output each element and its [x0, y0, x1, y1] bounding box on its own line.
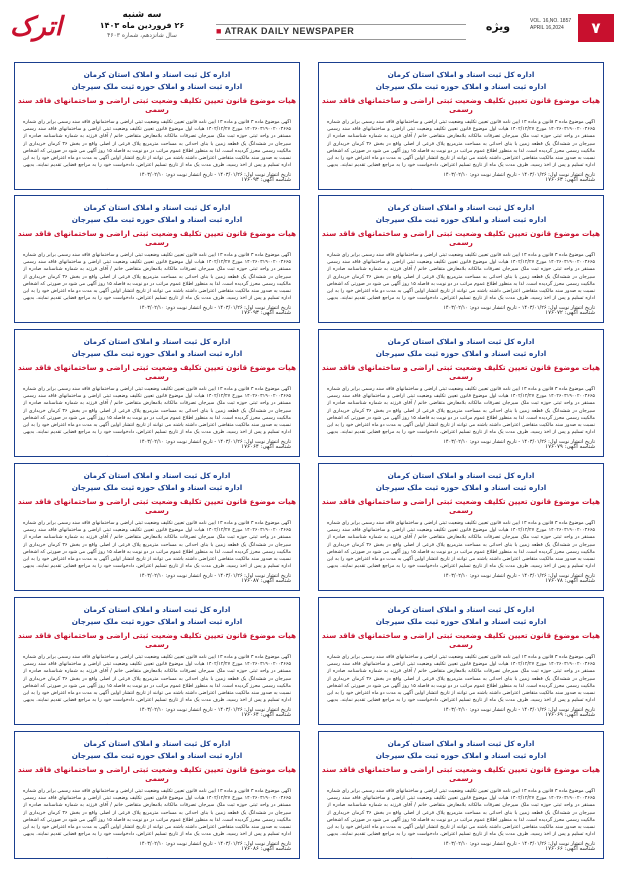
notice-title: اداره کل ثبت اسناد و املاک استان کرمان	[387, 471, 535, 480]
notice-subtitle: اداره ثبت اسناد و املاک حوزه ثبت ملک سیرجان	[375, 349, 547, 358]
notice-title: اداره کل ثبت اسناد و املاک استان کرمان	[387, 739, 535, 748]
notice-heading: هیات موضوع قانون تعیین تکلیف وضعیت ثبتی اراضی و ساختمانهای فاقد سند رسمی	[321, 631, 601, 649]
notice-id: شناسه آگهی: ۱۷۶۰۶۳	[545, 177, 595, 183]
notice-id: شناسه آگهی: ۱۷۶۰۸۶	[241, 846, 291, 852]
notice-dates: تاریخ انتشار نوبت اول: ۱۴۰۳/۰۱/۲۶ - تاریخ انتشار نوبت دوم: ۱۴۰۳/۰۲/۱۰	[139, 172, 291, 178]
notice-title: اداره کل ثبت اسناد و املاک استان کرمان	[83, 337, 231, 346]
legal-notice	[318, 195, 604, 323]
notice-title: اداره کل ثبت اسناد و املاک استان کرمان	[83, 70, 231, 79]
notice-title: اداره کل ثبت اسناد و املاک استان کرمان	[387, 203, 535, 212]
notice-subtitle: اداره ثبت اسناد و املاک حوزه ثبت ملک سیرجان	[375, 751, 547, 760]
notice-dates: تاریخ انتشار نوبت اول: ۱۴۰۳/۰۱/۲۶ - تاریخ انتشار نوبت دوم: ۱۴۰۳/۰۲/۱۰	[139, 841, 291, 847]
notice-dates: تاریخ انتشار نوبت اول: ۱۴۰۳/۰۱/۲۶ - تاریخ انتشار نوبت دوم: ۱۴۰۳/۰۲/۱۰	[443, 439, 595, 445]
newspaper-logo: اترک	[9, 12, 63, 42]
notice-id: شناسه آگهی: ۱۷۶۰۹۳	[241, 177, 291, 183]
notice-body: آگهی موضوع ماده ۳ قانون و ماده ۱۳ آیین نامه قانون تعیین تکلیف وضعیت ثبتی اراضی و ساختمانهای فاقد سند رسمی برابر رای شماره ۱۴۰۲۶۰۳۱۹۰۰۲۰۰۳۶۶۵ مورخ ۱۴۰۲/۱۲/۲۷ هیات اول موضوع قانون تعیین تکلیف وضعیت ثبتی اراضی و ساختمانهای فاقد سند رسمی مستقر در واحد ثبتی حوزه ثبت ملک سیرجان تصرفات مالکانه بلامعارض متقاضی خانم / آقای فرزند به شماره شناسنامه صادره از سیرجان در ششدانگ یک قطعه زمین با بنای احداثی به مساحت مترمربع پلاک فرعی از اصلی واقع در بخش ۳۶ کرمان خریداری از مالکیت رسمی محرز گردیده است. لذا به منظور اطلاع عموم مراتب در دو نوبت به فاصله ۱۵ روز آگهی می شود در صورتی که اشخاص نسبت به صدور سند مالکیت متقاضی اعتراضی داشته باشند می توانند از تاریخ انتشار اولین آگهی به مدت دو ماه اعتراض خود را به این اداره تسلیم و پس از اخذ رسید، ظرف مدت یک ماه از تاریخ تسلیم اعتراض، دادخواست خود را به مراجع قضایی تقدیم نمایند. بدیهی	[327, 253, 595, 302]
notice-signature	[15, 188, 299, 190]
notice-heading: هیات موضوع قانون تعیین تکلیف وضعیت ثبتی اراضی و ساختمانهای فاقد سند رسمی	[17, 96, 297, 114]
notice-heading: هیات موضوع قانون تعیین تکلیف وضعیت ثبتی اراضی و ساختمانهای فاقد سند رسمی	[17, 765, 297, 783]
notice-id: شناسه آگهی: ۱۷۶۰۶۶	[545, 846, 595, 852]
volume-info	[530, 18, 576, 32]
notice-body: آگهی موضوع ماده ۳ قانون و ماده ۱۳ آیین نامه قانون تعیین تکلیف وضعیت ثبتی اراضی و ساختمانهای فاقد سند رسمی برابر رای شماره ۱۴۰۲۶۰۳۱۹۰۰۲۰۰۳۶۶۵ مورخ ۱۴۰۲/۱۲/۲۷ هیات اول موضوع قانون تعیین تکلیف وضعیت ثبتی اراضی و ساختمانهای فاقد سند رسمی مستقر در واحد ثبتی حوزه ثبت ملک سیرجان تصرفات مالکانه بلامعارض متقاضی خانم / آقای فرزند به شماره شناسنامه صادره از سیرجان در ششدانگ یک قطعه زمین با بنای احداثی به مساحت مترمربع پلاک فرعی از اصلی واقع در بخش ۳۶ کرمان خریداری از مالکیت رسمی محرز گردیده است. لذا به منظور اطلاع عموم مراتب در دو نوبت به فاصله ۱۵ روز آگهی می شود در صورتی که اشخاص نسبت به صدور سند مالکیت متقاضی اعتراضی داشته باشند می توانند از تاریخ انتشار اولین آگهی به مدت دو ماه اعتراض خود را به این اداره تسلیم و پس از اخذ رسید، ظرف مدت یک ماه از تاریخ تسلیم اعتراض، دادخواست خود را به مراجع قضایی تقدیم نمایند. بدیهی	[327, 120, 595, 169]
legal-notice	[14, 597, 300, 725]
notice-body: آگهی موضوع ماده ۳ قانون و ماده ۱۳ آیین نامه قانون تعیین تکلیف وضعیت ثبتی اراضی و ساختمانهای فاقد سند رسمی برابر رای شماره ۱۴۰۲۶۰۳۱۹۰۰۲۰۰۳۶۶۵ مورخ ۱۴۰۲/۱۲/۲۷ هیات اول موضوع قانون تعیین تکلیف وضعیت ثبتی اراضی و ساختمانهای فاقد سند رسمی مستقر در واحد ثبتی حوزه ثبت ملک سیرجان تصرفات مالکانه بلامعارض متقاضی خانم / آقای فرزند به شماره شناسنامه صادره از سیرجان در ششدانگ یک قطعه زمین با بنای احداثی به مساحت مترمربع پلاک فرعی از اصلی واقع در بخش ۳۶ کرمان خریداری از مالکیت رسمی محرز گردیده است. لذا به منظور اطلاع عموم مراتب در دو نوبت به فاصله ۱۵ روز آگهی می شود در صورتی که اشخاص نسبت به صدور سند مالکیت متقاضی اعتراضی داشته باشند می توانند از تاریخ انتشار اولین آگهی به مدت دو ماه اعتراض خود را به این اداره تسلیم و پس از اخذ رسید، ظرف مدت یک ماه از تاریخ تسلیم اعتراض، دادخواست خود را به مراجع قضایی تقدیم نمایند. بدیهی	[23, 387, 291, 436]
notice-id: شناسه آگهی: ۱۷۶۰۶۴	[241, 444, 291, 450]
notice-title: اداره کل ثبت اسناد و املاک استان کرمان	[83, 605, 231, 614]
notice-id: شناسه آگهی: ۱۷۶۰۷۸	[545, 578, 595, 584]
issue-number: سال شانزدهم، شماره ۴۶۰۳	[107, 32, 177, 39]
notice-id: شناسه آگهی: ۱۷۶۰۶۹	[545, 712, 595, 718]
legal-notice	[318, 731, 604, 859]
notice-dates: تاریخ انتشار نوبت اول: ۱۴۰۳/۰۱/۲۶ - تاریخ انتشار نوبت دوم: ۱۴۰۳/۰۲/۱۰	[443, 573, 595, 579]
notice-heading: هیات موضوع قانون تعیین تکلیف وضعیت ثبتی اراضی و ساختمانهای فاقد سند رسمی	[321, 96, 601, 114]
notice-title: اداره کل ثبت اسناد و املاک استان کرمان	[83, 203, 231, 212]
notice-id: شناسه آگهی: ۱۷۶۰۸۷	[241, 578, 291, 584]
notice-title: اداره کل ثبت اسناد و املاک استان کرمان	[83, 471, 231, 480]
notice-body: آگهی موضوع ماده ۳ قانون و ماده ۱۳ آیین نامه قانون تعیین تکلیف وضعیت ثبتی اراضی و ساختمانهای فاقد سند رسمی برابر رای شماره ۱۴۰۲۶۰۳۱۹۰۰۲۰۰۳۶۶۵ مورخ ۱۴۰۲/۱۲/۲۷ هیات اول موضوع قانون تعیین تکلیف وضعیت ثبتی اراضی و ساختمانهای فاقد سند رسمی مستقر در واحد ثبتی حوزه ثبت ملک سیرجان تصرفات مالکانه بلامعارض متقاضی خانم / آقای فرزند به شماره شناسنامه صادره از سیرجان در ششدانگ یک قطعه زمین با بنای احداثی به مساحت مترمربع پلاک فرعی از اصلی واقع در بخش ۳۶ کرمان خریداری از مالکیت رسمی محرز گردیده است. لذا به منظور اطلاع عموم مراتب در دو نوبت به فاصله ۱۵ روز آگهی می شود در صورتی که اشخاص نسبت به صدور سند مالکیت متقاضی اعتراضی داشته باشند می توانند از تاریخ انتشار اولین آگهی به مدت دو ماه اعتراض خود را به این اداره تسلیم و پس از اخذ رسید، ظرف مدت یک ماه از تاریخ تسلیم اعتراض، دادخواست خود را به مراجع قضایی تقدیم نمایند. بدیهی	[23, 253, 291, 302]
notice-body: آگهی موضوع ماده ۳ قانون و ماده ۱۳ آیین نامه قانون تعیین تکلیف وضعیت ثبتی اراضی و ساختمانهای فاقد سند رسمی برابر رای شماره ۱۴۰۲۶۰۳۱۹۰۰۲۰۰۳۶۶۵ مورخ ۱۴۰۲/۱۲/۲۷ هیات اول موضوع قانون تعیین تکلیف وضعیت ثبتی اراضی و ساختمانهای فاقد سند رسمی مستقر در واحد ثبتی حوزه ثبت ملک سیرجان تصرفات مالکانه بلامعارض متقاضی خانم / آقای فرزند به شماره شناسنامه صادره از سیرجان در ششدانگ یک قطعه زمین با بنای احداثی به مساحت مترمربع پلاک فرعی از اصلی واقع در بخش ۳۶ کرمان خریداری از مالکیت رسمی محرز گردیده است. لذا به منظور اطلاع عموم مراتب در دو نوبت به فاصله ۱۵ روز آگهی می شود در صورتی که اشخاص نسبت به صدور سند مالکیت متقاضی اعتراضی داشته باشند می توانند از تاریخ انتشار اولین آگهی به مدت دو ماه اعتراض خود را به این اداره تسلیم و پس از اخذ رسید، ظرف مدت یک ماه از تاریخ تسلیم اعتراض، دادخواست خود را به مراجع قضایی تقدیم نمایند. بدیهی	[23, 655, 291, 704]
notice-id: شناسه آگهی: ۱۷۶۰۹۳	[241, 310, 291, 316]
notice-subtitle: اداره ثبت اسناد و املاک حوزه ثبت ملک سیرجان	[375, 617, 547, 626]
notice-heading: هیات موضوع قانون تعیین تکلیف وضعیت ثبتی اراضی و ساختمانهای فاقد سند رسمی	[321, 765, 601, 783]
notice-heading: هیات موضوع قانون تعیین تکلیف وضعیت ثبتی اراضی و ساختمانهای فاقد سند رسمی	[17, 229, 297, 247]
notice-subtitle: اداره ثبت اسناد و املاک حوزه ثبت ملک سیرجان	[71, 349, 243, 358]
notice-body: آگهی موضوع ماده ۳ قانون و ماده ۱۳ آیین نامه قانون تعیین تکلیف وضعیت ثبتی اراضی و ساختمانهای فاقد سند رسمی برابر رای شماره ۱۴۰۲۶۰۳۱۹۰۰۲۰۰۳۶۶۵ مورخ ۱۴۰۲/۱۲/۲۷ هیات اول موضوع قانون تعیین تکلیف وضعیت ثبتی اراضی و ساختمانهای فاقد سند رسمی مستقر در واحد ثبتی حوزه ثبت ملک سیرجان تصرفات مالکانه بلامعارض متقاضی خانم / آقای فرزند به شماره شناسنامه صادره از سیرجان در ششدانگ یک قطعه زمین با بنای احداثی به مساحت مترمربع پلاک فرعی از اصلی واقع در بخش ۳۶ کرمان خریداری از مالکیت رسمی محرز گردیده است. لذا به منظور اطلاع عموم مراتب در دو نوبت به فاصله ۱۵ روز آگهی می شود در صورتی که اشخاص نسبت به صدور سند مالکیت متقاضی اعتراضی داشته باشند می توانند از تاریخ انتشار اولین آگهی به مدت دو ماه اعتراض خود را به این اداره تسلیم و پس از اخذ رسید، ظرف مدت یک ماه از تاریخ تسلیم اعتراض، دادخواست خود را به مراجع قضایی تقدیم نمایند. بدیهی	[327, 789, 595, 838]
notice-id: شناسه آگهی: ۱۷۶۰۷۹	[545, 444, 595, 450]
notice-dates: تاریخ انتشار نوبت اول: ۱۴۰۳/۰۱/۲۶ - تاریخ انتشار نوبت دوم: ۱۴۰۳/۰۲/۱۰	[443, 707, 595, 713]
notice-signature	[15, 723, 299, 725]
notice-signature	[319, 188, 603, 190]
legal-notice	[14, 195, 300, 323]
notice-body: آگهی موضوع ماده ۳ قانون و ماده ۱۳ آیین نامه قانون تعیین تکلیف وضعیت ثبتی اراضی و ساختمانهای فاقد سند رسمی برابر رای شماره ۱۴۰۲۶۰۳۱۹۰۰۲۰۰۳۶۶۵ مورخ ۱۴۰۲/۱۲/۲۷ هیات اول موضوع قانون تعیین تکلیف وضعیت ثبتی اراضی و ساختمانهای فاقد سند رسمی مستقر در واحد ثبتی حوزه ثبت ملک سیرجان تصرفات مالکانه بلامعارض متقاضی خانم / آقای فرزند به شماره شناسنامه صادره از سیرجان در ششدانگ یک قطعه زمین با بنای احداثی به مساحت مترمربع پلاک فرعی از اصلی واقع در بخش ۳۶ کرمان خریداری از مالکیت رسمی محرز گردیده است. لذا به منظور اطلاع عموم مراتب در دو نوبت به فاصله ۱۵ روز آگهی می شود در صورتی که اشخاص نسبت به صدور سند مالکیت متقاضی اعتراضی داشته باشند می توانند از تاریخ انتشار اولین آگهی به مدت دو ماه اعتراض خود را به این اداره تسلیم و پس از اخذ رسید، ظرف مدت یک ماه از تاریخ تسلیم اعتراض، دادخواست خود را به مراجع قضایی تقدیم نمایند. بدیهی	[327, 521, 595, 570]
notice-body: آگهی موضوع ماده ۳ قانون و ماده ۱۳ آیین نامه قانون تعیین تکلیف وضعیت ثبتی اراضی و ساختمانهای فاقد سند رسمی برابر رای شماره ۱۴۰۲۶۰۳۱۹۰۰۲۰۰۳۶۶۵ مورخ ۱۴۰۲/۱۲/۲۷ هیات اول موضوع قانون تعیین تکلیف وضعیت ثبتی اراضی و ساختمانهای فاقد سند رسمی مستقر در واحد ثبتی حوزه ثبت ملک سیرجان تصرفات مالکانه بلامعارض متقاضی خانم / آقای فرزند به شماره شناسنامه صادره از سیرجان در ششدانگ یک قطعه زمین با بنای احداثی به مساحت مترمربع پلاک فرعی از اصلی واقع در بخش ۳۶ کرمان خریداری از مالکیت رسمی محرز گردیده است. لذا به منظور اطلاع عموم مراتب در دو نوبت به فاصله ۱۵ روز آگهی می شود در صورتی که اشخاص نسبت به صدور سند مالکیت متقاضی اعتراضی داشته باشند می توانند از تاریخ انتشار اولین آگهی به مدت دو ماه اعتراض خود را به این اداره تسلیم و پس از اخذ رسید، ظرف مدت یک ماه از تاریخ تسلیم اعتراض، دادخواست خود را به مراجع قضایی تقدیم نمایند. بدیهی	[327, 655, 595, 704]
notice-subtitle: اداره ثبت اسناد و املاک حوزه ثبت ملک سیرجان	[71, 751, 243, 760]
notice-dates: تاریخ انتشار نوبت اول: ۱۴۰۳/۰۱/۲۶ - تاریخ انتشار نوبت دوم: ۱۴۰۳/۰۲/۱۰	[139, 439, 291, 445]
notice-title: اداره کل ثبت اسناد و املاک استان کرمان	[387, 337, 535, 346]
date-block	[72, 10, 212, 39]
masthead-title	[216, 24, 354, 38]
notice-subtitle: اداره ثبت اسناد و املاک حوزه ثبت ملک سیرجان	[71, 483, 243, 492]
notice-heading: هیات موضوع قانون تعیین تکلیف وضعیت ثبتی اراضی و ساختمانهای فاقد سند رسمی	[321, 229, 601, 247]
legal-notice	[318, 62, 604, 190]
legal-notice	[14, 731, 300, 859]
notice-dates: تاریخ انتشار نوبت اول: ۱۴۰۳/۰۱/۲۶ - تاریخ انتشار نوبت دوم: ۱۴۰۳/۰۲/۱۰	[443, 172, 595, 178]
notice-signature	[319, 455, 603, 457]
notice-body: آگهی موضوع ماده ۳ قانون و ماده ۱۳ آیین نامه قانون تعیین تکلیف وضعیت ثبتی اراضی و ساختمانهای فاقد سند رسمی برابر رای شماره ۱۴۰۲۶۰۳۱۹۰۰۲۰۰۳۶۶۵ مورخ ۱۴۰۲/۱۲/۲۷ هیات اول موضوع قانون تعیین تکلیف وضعیت ثبتی اراضی و ساختمانهای فاقد سند رسمی مستقر در واحد ثبتی حوزه ثبت ملک سیرجان تصرفات مالکانه بلامعارض متقاضی خانم / آقای فرزند به شماره شناسنامه صادره از سیرجان در ششدانگ یک قطعه زمین با بنای احداثی به مساحت مترمربع پلاک فرعی از اصلی واقع در بخش ۳۶ کرمان خریداری از مالکیت رسمی محرز گردیده است. لذا به منظور اطلاع عموم مراتب در دو نوبت به فاصله ۱۵ روز آگهی می شود در صورتی که اشخاص نسبت به صدور سند مالکیت متقاضی اعتراضی داشته باشند می توانند از تاریخ انتشار اولین آگهی به مدت دو ماه اعتراض خود را به این اداره تسلیم و پس از اخذ رسید، ظرف مدت یک ماه از تاریخ تسلیم اعتراض، دادخواست خود را به مراجع قضایی تقدیم نمایند. بدیهی	[23, 120, 291, 169]
notice-subtitle: اداره ثبت اسناد و املاک حوزه ثبت ملک سیرجان	[375, 82, 547, 91]
notice-heading: هیات موضوع قانون تعیین تکلیف وضعیت ثبتی اراضی و ساختمانهای فاقد سند رسمی	[17, 363, 297, 381]
page-header	[0, 0, 620, 56]
notice-subtitle: اداره ثبت اسناد و املاک حوزه ثبت ملک سیرجان	[375, 215, 547, 224]
notice-signature	[319, 857, 603, 859]
notice-subtitle: اداره ثبت اسناد و املاک حوزه ثبت ملک سیرجان	[375, 483, 547, 492]
legal-notice	[14, 329, 300, 457]
notice-body: آگهی موضوع ماده ۳ قانون و ماده ۱۳ آیین نامه قانون تعیین تکلیف وضعیت ثبتی اراضی و ساختمانهای فاقد سند رسمی برابر رای شماره ۱۴۰۲۶۰۳۱۹۰۰۲۰۰۳۶۶۵ مورخ ۱۴۰۲/۱۲/۲۷ هیات اول موضوع قانون تعیین تکلیف وضعیت ثبتی اراضی و ساختمانهای فاقد سند رسمی مستقر در واحد ثبتی حوزه ثبت ملک سیرجان تصرفات مالکانه بلامعارض متقاضی خانم / آقای فرزند به شماره شناسنامه صادره از سیرجان در ششدانگ یک قطعه زمین با بنای احداثی به مساحت مترمربع پلاک فرعی از اصلی واقع در بخش ۳۶ کرمان خریداری از مالکیت رسمی محرز گردیده است. لذا به منظور اطلاع عموم مراتب در دو نوبت به فاصله ۱۵ روز آگهی می شود در صورتی که اشخاص نسبت به صدور سند مالکیت متقاضی اعتراضی داشته باشند می توانند از تاریخ انتشار اولین آگهی به مدت دو ماه اعتراض خود را به این اداره تسلیم و پس از اخذ رسید، ظرف مدت یک ماه از تاریخ تسلیم اعتراض، دادخواست خود را به مراجع قضایی تقدیم نمایند. بدیهی	[327, 387, 595, 436]
notice-dates: تاریخ انتشار نوبت اول: ۱۴۰۳/۰۱/۲۶ - تاریخ انتشار نوبت دوم: ۱۴۰۳/۰۲/۱۰	[139, 573, 291, 579]
notice-dates: تاریخ انتشار نوبت اول: ۱۴۰۳/۰۱/۲۶ - تاریخ انتشار نوبت دوم: ۱۴۰۳/۰۲/۱۰	[443, 305, 595, 311]
volume-line: VOL. 16,NO. 1857	[530, 18, 572, 24]
notice-heading: هیات موضوع قانون تعیین تکلیف وضعیت ثبتی اراضی و ساختمانهای فاقد سند رسمی	[17, 631, 297, 649]
notice-dates: تاریخ انتشار نوبت اول: ۱۴۰۳/۰۱/۲۶ - تاریخ انتشار نوبت دوم: ۱۴۰۳/۰۲/۱۰	[139, 707, 291, 713]
notice-signature	[15, 321, 299, 323]
notice-heading: هیات موضوع قانون تعیین تکلیف وضعیت ثبتی اراضی و ساختمانهای فاقد سند رسمی	[321, 363, 601, 381]
masthead-square-icon: ■	[216, 26, 222, 36]
legal-notice	[14, 62, 300, 190]
notice-title: اداره کل ثبت اسناد و املاک استان کرمان	[387, 70, 535, 79]
notice-signature	[15, 857, 299, 859]
notice-signature	[15, 455, 299, 457]
notice-body: آگهی موضوع ماده ۳ قانون و ماده ۱۳ آیین نامه قانون تعیین تکلیف وضعیت ثبتی اراضی و ساختمانهای فاقد سند رسمی برابر رای شماره ۱۴۰۲۶۰۳۱۹۰۰۲۰۰۳۶۶۵ مورخ ۱۴۰۲/۱۲/۲۷ هیات اول موضوع قانون تعیین تکلیف وضعیت ثبتی اراضی و ساختمانهای فاقد سند رسمی مستقر در واحد ثبتی حوزه ثبت ملک سیرجان تصرفات مالکانه بلامعارض متقاضی خانم / آقای فرزند به شماره شناسنامه صادره از سیرجان در ششدانگ یک قطعه زمین با بنای احداثی به مساحت مترمربع پلاک فرعی از اصلی واقع در بخش ۳۶ کرمان خریداری از مالکیت رسمی محرز گردیده است. لذا به منظور اطلاع عموم مراتب در دو نوبت به فاصله ۱۵ روز آگهی می شود در صورتی که اشخاص نسبت به صدور سند مالکیت متقاضی اعتراضی داشته باشند می توانند از تاریخ انتشار اولین آگهی به مدت دو ماه اعتراض خود را به این اداره تسلیم و پس از اخذ رسید، ظرف مدت یک ماه از تاریخ تسلیم اعتراض، دادخواست خود را به مراجع قضایی تقدیم نمایند. بدیهی	[23, 521, 291, 570]
notice-title: اداره کل ثبت اسناد و املاک استان کرمان	[387, 605, 535, 614]
weekday: سه شنبه	[122, 10, 162, 20]
legal-notice	[318, 463, 604, 591]
notice-id: شناسه آگهی: ۱۷۶۰۶۴	[241, 712, 291, 718]
legal-notice	[318, 597, 604, 725]
notice-heading: هیات موضوع قانون تعیین تکلیف وضعیت ثبتی اراضی و ساختمانهای فاقد سند رسمی	[321, 497, 601, 515]
notice-heading: هیات موضوع قانون تعیین تکلیف وضعیت ثبتی اراضی و ساختمانهای فاقد سند رسمی	[17, 497, 297, 515]
masthead-name: ATRAK DAILY NEWSPAPER	[224, 26, 355, 36]
volume-date-line: APRIL 16,2024	[530, 25, 564, 31]
notice-signature	[319, 321, 603, 323]
notice-id: شناسه آگهی: ۱۷۶۰۷۲	[545, 310, 595, 316]
notice-dates: تاریخ انتشار نوبت اول: ۱۴۰۳/۰۱/۲۶ - تاریخ انتشار نوبت دوم: ۱۴۰۳/۰۲/۱۰	[443, 841, 595, 847]
page-number: ۷	[578, 14, 614, 42]
notice-signature	[319, 723, 603, 725]
notice-subtitle: اداره ثبت اسناد و املاک حوزه ثبت ملک سیرجان	[71, 215, 243, 224]
notice-title: اداره کل ثبت اسناد و املاک استان کرمان	[83, 739, 231, 748]
legal-notice	[318, 329, 604, 457]
notice-body: آگهی موضوع ماده ۳ قانون و ماده ۱۳ آیین نامه قانون تعیین تکلیف وضعیت ثبتی اراضی و ساختمانهای فاقد سند رسمی برابر رای شماره ۱۴۰۲۶۰۳۱۹۰۰۲۰۰۳۶۶۵ مورخ ۱۴۰۲/۱۲/۲۷ هیات اول موضوع قانون تعیین تکلیف وضعیت ثبتی اراضی و ساختمانهای فاقد سند رسمی مستقر در واحد ثبتی حوزه ثبت ملک سیرجان تصرفات مالکانه بلامعارض متقاضی خانم / آقای فرزند به شماره شناسنامه صادره از سیرجان در ششدانگ یک قطعه زمین با بنای احداثی به مساحت مترمربع پلاک فرعی از اصلی واقع در بخش ۳۶ کرمان خریداری از مالکیت رسمی محرز گردیده است. لذا به منظور اطلاع عموم مراتب در دو نوبت به فاصله ۱۵ روز آگهی می شود در صورتی که اشخاص نسبت به صدور سند مالکیت متقاضی اعتراضی داشته باشند می توانند از تاریخ انتشار اولین آگهی به مدت دو ماه اعتراض خود را به این اداره تسلیم و پس از اخذ رسید، ظرف مدت یک ماه از تاریخ تسلیم اعتراض، دادخواست خود را به مراجع قضایی تقدیم نمایند. بدیهی	[23, 789, 291, 838]
notice-dates: تاریخ انتشار نوبت اول: ۱۴۰۳/۰۱/۲۶ - تاریخ انتشار نوبت دوم: ۱۴۰۳/۰۲/۱۰	[139, 305, 291, 311]
notice-subtitle: اداره ثبت اسناد و املاک حوزه ثبت ملک سیرجان	[71, 82, 243, 91]
section-title: ویژه	[485, 20, 511, 33]
notice-signature	[319, 589, 603, 591]
notice-subtitle: اداره ثبت اسناد و املاک حوزه ثبت ملک سیرجان	[71, 617, 243, 626]
legal-notice	[14, 463, 300, 591]
notice-signature	[15, 589, 299, 591]
issue-date: ۲۶ فروردین ماه ۱۴۰۳	[99, 21, 185, 30]
